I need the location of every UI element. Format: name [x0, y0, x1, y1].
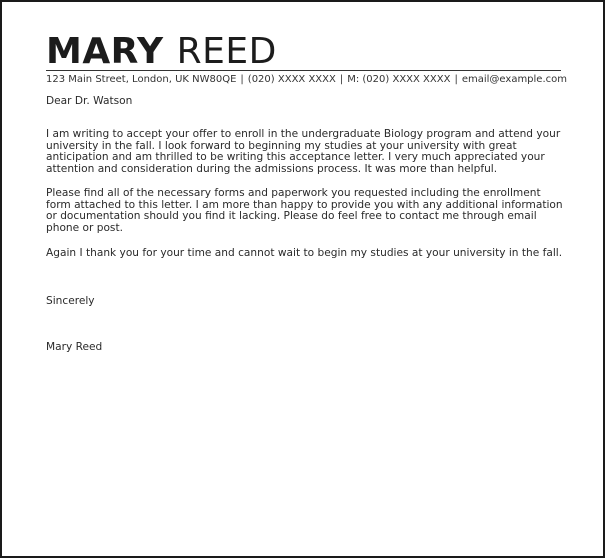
contact-separator: |	[454, 74, 458, 85]
body-paragraph: Again I thank you for your time and cannot wait to begin my studies at your university in the fall.	[46, 247, 563, 259]
sender-last-name: REED	[176, 31, 277, 72]
contact-mobile: M: (020) XXXX XXXX	[347, 74, 451, 85]
header-divider	[46, 70, 561, 71]
salutation: Dear Dr. Watson	[46, 95, 133, 107]
contact-address: 123 Main Street, London, UK NW80QE	[46, 74, 237, 85]
contact-line	[46, 73, 567, 87]
signature-name: Mary Reed	[46, 341, 103, 353]
body-paragraph: I am writing to accept your offer to enroll in the undergraduate Biology program and attend your university in the fall. I look forward to beginning my studies at your university with great anticipation and am thrilled to be writing this acceptance letter. I very much appreciated your attention and consideration during the admissions process. It was more than helpful.	[46, 128, 561, 176]
body-paragraph: Please find all of the necessary forms and paperwork you requested including the enrollment form attached to this letter. I am more than happy to provide you with any additional information or documentation should you find it lacking. Please do feel free to contact me through email phone or post.	[46, 187, 563, 235]
closing: Sincerely	[46, 295, 95, 307]
contact-separator: |	[240, 74, 244, 85]
contact-separator: |	[339, 74, 344, 85]
contact-phone: (020) XXXX XXXX	[247, 74, 336, 85]
contact-email: email@example.com	[461, 74, 567, 85]
sender-first-name: MARY	[46, 31, 164, 72]
sender-name	[46, 30, 277, 74]
